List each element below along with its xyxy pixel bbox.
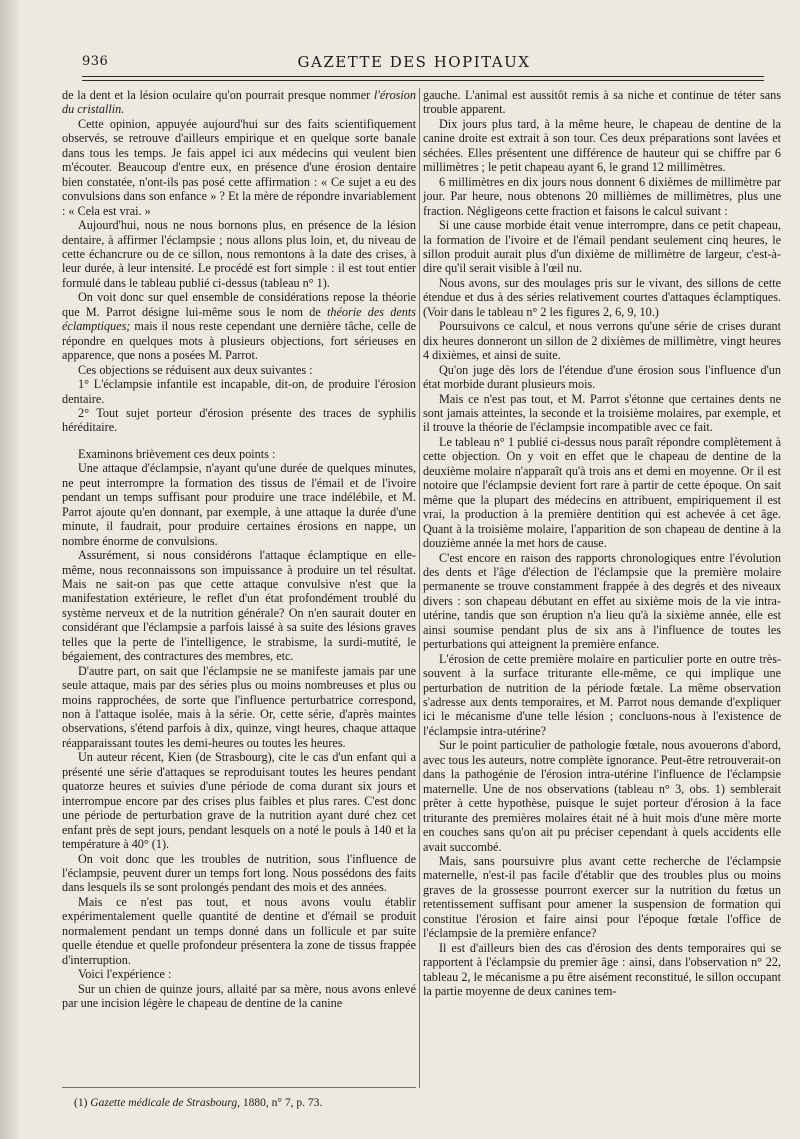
paragraph: Il est d'ailleurs bien des cas d'érosion des dents temporaires qui se rapportent à l'éclampsie du premier âge : ainsi, dans l'observation n° 22, tableau 2, le mécanisme a pu être aisément reconstitué, le sillon occupant la partie moyenne de deux canines tem- (423, 940, 781, 999)
paragraph: Sur un chien de quinze jours, allaité par sa mère, nous avons enlevé par une incision légère le chapeau de dentine de la canine (62, 981, 416, 1011)
paragraph: Poursuivons ce calcul, et nous verrons qu'une série de crises durant dix heures donneront un sillon de 2 dixièmes de millimètre, vingt heures 4 dixièmes, et ainsi de suite. (423, 319, 781, 363)
paragraph (62, 290, 416, 362)
journal-title: GAZETTE DES HOPITAUX (297, 53, 531, 71)
header-rule (82, 76, 764, 81)
paragraph: L'érosion de cette première molaire en particulier porte en outre très-souvent à la surface triturante elle-même, ce qui implique une perturbation de nutrition de la période fœtale. La même observation s'adresse aux dents temporaires, et M. Parrot nous demande d'expliquer ici le mécanisme d'une telle lésion ; concluons-nous à l'existence de l'éclampsie intra-utérine? (423, 651, 781, 738)
text-run: mais il nous reste cependant une dernière tâche, celle de répondre en quelques mots à plusieurs objections, fort sérieuses en apparence, que nons a posées M. Parrot. (62, 319, 416, 363)
paragraph: Sur le point particulier de pathologie fœtale, nous avouerons d'abord, avec tous les auteurs, notre complète ignorance. Peut-être retrouverait-on dans la pathogénie de l'érosion intra-utérine l'influence de l'éclampsie maternelle. Une de nos observations (tableau n° 3, obs. 1) semblerait prêter à cette hypothèse, puisque le sujet porteur d'érosion à la face triturante des premières molaires était né à huit mois d'une mère morte en couches sans qu'on ait pu préciser cependant à quels accidents elle avait succombé. (423, 738, 781, 854)
paragraph: Nous avons, sur des moulages pris sur le vivant, des sillons de cette étendue et dus à des séries relativement courtes d'attaques éclamptiques. (Voir dans le tableau n° 2 les figures 2, 6, 9, 10.) (423, 275, 781, 319)
page-number: 936 (82, 54, 109, 69)
text-run: de la dent et la lésion oculaire qu'on pourrait presque nommer (62, 88, 374, 102)
paragraph: Ces objections se réduisent aux deux suivantes : (78, 362, 313, 377)
italic-term: l'érosion du cristallin. (62, 88, 416, 117)
text-run: On voit donc sur quel ensemble de considérations repose la théorie que M. Parrot désigne lui-même sous le nom de (62, 290, 416, 319)
paragraph: Mais, sans poursuivre plus avant cette recherche de l'éclampsie maternelle, n'est-il pas facile d'établir que des troubles plus ou moins graves de la grossesse pourront exercer sur la nutrition du fœtus un retentissement suffisant pour amener la suspension de formation qui constitue l'érosion et faire ainsi pour l'époque fœtale l'office de l'éclampsie de la première enfance? (423, 854, 781, 941)
paragraph: Aujourd'hui, nous ne nous bornons plus, en présence de la lésion dentaire, à affirmer l'éclampsie ; nous allons plus loin, et, du niveau de cette échancrure ou de ce sillon, nous remontons à la date des crises, à leur durée, à leur intensité. Le procédé est fort simple : il est tout entier formulé dans le tableau publié ci-dessus (tableau n° 1). (62, 218, 416, 290)
page-header (64, 46, 764, 70)
paragraph: Cette opinion, appuyée aujourd'hui sur des faits scientifiquement observés, se retrouve d'ailleurs empirique et en quelque sorte banale dans tous les temps. Je fais appel ici aux médecins qui veulent bien m'écouter. Beaucoup d'entre eux, en présence d'une érosion dentaire bien constatée, n'ont-ils pas posé cette affirmation : « Ce sujet a eu des convulsions dans son enfance » ? Et la mère de répondre invariablement : « Cela est vrai. » (62, 116, 416, 218)
objection-2: 2° Tout sujet porteur d'érosion présente des traces de syphilis héréditaire. (62, 405, 416, 435)
paragraph: 6 millimètres en dix jours nous donnent 6 dixièmes de millimètre par jour. Par heure, nous obtenons 20 millièmes de millimètres, plus une fraction. Négligeons cette fraction et faisons le calcul suivant : (423, 174, 781, 218)
objection-1: 1° L'éclampsie infantile est incapable, dit-on, de produire l'érosion dentaire. (62, 377, 416, 406)
scan-binding-shadow (0, 0, 18, 1139)
paragraph: Dix jours plus tard, à la même heure, le chapeau de dentine de la canine droite est extrait à son tour. Ces deux préparations sont lavées et séchées. Elles présentent une différence de hauteur qui se chiffre par 6 millimètres ; le petit chapeau ayant 6, le grand 12 millimètres. (423, 116, 781, 175)
footnote-source: Gazette médicale de Strasbourg, (90, 1097, 240, 1109)
footnote-marker: (1) (74, 1097, 91, 1109)
paragraph (62, 88, 416, 117)
left-column (62, 88, 416, 1088)
paragraph: Un auteur récent, Kien (de Strasbourg), cite le cas d'un enfant qui a présenté une série d'attaques se reproduisant toutes les heures pendant quatorze heures et suivies d'une période de coma durant six jours et interrompue encore par des crises plus faibles et plus rares. C'est donc une période de perturbation grave de la nutrition ayant duré chez cet enfant près de sept jours, pendant lesquels on a noté le pouls à 140 et la température à 40° (1). (62, 750, 416, 852)
paragraph: Le tableau n° 1 publié ci-dessus nous paraît répondre complètement à cette objection. On y voit en effet que le chapeau de dentine de la deuxième molaire n'apparaît qu'à trois ans et demi en moyenne. Or il est notoire que l'éclampsie devient fort rare à partir de cette époque. On sait même que la plupart des médecins en attribuent, empiriquement il est vrai, la production à la première dentition qui est achevée à cet âge. Quant à la troisième molaire, l'apparition de son chapeau de dentine à la douzième année la met hors de cause. (423, 434, 781, 551)
footnote (62, 1096, 416, 1110)
paragraph: Mais ce n'est pas tout, et nous avons voulu établir expérimentalement quelle quantité de dentine et d'émail se produit normalement pendant un temps donné dans un follicule et par suite quelle étendue et quelle profondeur présentera la zone de tissus frappée d'interruption. (62, 894, 416, 967)
paragraph: Si une cause morbide était venue interrompre, dans ce petit chapeau, la formation de l'ivoire et de l'émail pendant seulement cinq heures, le sillon produit aurait plus d'un dixième de millimètre de largeur, c'est-à-dire qu'il serait visible à l'œil nu. (423, 218, 781, 276)
paragraph: Assurément, si nous considérons l'attaque éclamptique en elle-même, nous reconnaissons son impuissance à produire un tel résultat. Mais ne sait-on pas que cette attaque convulsive n'est que la manifestation extérieure, le reflet d'un état profondément troublé du système nerveux et de la nutrition générale? On n'en saurait douter en considérant que l'éclampsie a parfois laissé à sa suite des lésions graves telles que la perte de l'intelligence, le strabisme, la surdi-mutité, le bégaiement, des contractures des membres, etc. (62, 548, 416, 664)
paragraph: gauche. L'animal est aussitôt remis à sa niche et continue de téter sans trouble apparent. (423, 88, 781, 117)
footnote-details: 1880, n° 7, p. 73. (239, 1097, 323, 1109)
paragraph: Examinons brièvement ces deux points : (78, 446, 276, 461)
paragraph: Mais ce n'est pas tout, et M. Parrot s'étonne que certaines dents ne sont jamais atteintes, la seconde et la troisième molaires, par exemple, et il trouve la théorie de l'éclampsie incompatible avec ce fait. (423, 391, 781, 435)
italic-term: théorie des dents éclamptiques; (62, 304, 416, 334)
paragraph: C'est encore en raison des rapports chronologiques entre l'évolution des dents et l'âge d'élection de l'éclampsie que la première molaire permanente se trouve constamment frappée à des degrés et des niveaux divers : son chapeau débutant en effet au sixième mois de la vie intra-utérine, tandis que son éruption n'a lieu qu'à la sixième année, elle est ainsi soumise pendant plus de six ans à l'influence de toutes les perturbations qui atteignent la première enfance. (423, 550, 781, 652)
paragraph: Une attaque d'éclampsie, n'ayant qu'une durée de quelques minutes, ne peut interrompre la formation des tissus de l'émail et de l'ivoire pendant un temps suffisant pour produire une trace indélébile, et M. Parrot ajoute qu'en donnant, par exemple, à une attaque la durée d'une minute, il faudrait, pour produire certaines érosions en nappe, un nombre énorme de convulsions. (62, 461, 416, 548)
paragraph: Voici l'expérience : (78, 967, 172, 982)
column-divider (419, 88, 420, 1088)
paragraph: On voit donc que les troubles de nutrition, sous l'influence de l'éclampsie, peuvent durer un temps fort long. Nous possédons des faits dans lesquels ils se sont prolongés pendant des mois et des années. (62, 851, 416, 895)
footnote-rule (62, 1087, 416, 1088)
paragraph: Qu'on juge dès lors de l'étendue d'une érosion sous l'influence d'un état morbide durant plusieurs mois. (423, 362, 781, 392)
right-column (423, 88, 781, 1128)
paragraph: D'autre part, on sait que l'éclampsie ne se manifeste jamais par une seule attaque, mais par des séries plus ou moins nombreuses et plus ou moins rapprochées, de sorte que l'influence perturbatrice correspond, non à l'attaque isolée, mais à la série. Or, cette série, d'après maintes observations, s'étend parfois à dix, quinze, vingt heures, chaque attaque réapparaissant toutes les demi-heures ou toutes les heures. (62, 663, 416, 750)
